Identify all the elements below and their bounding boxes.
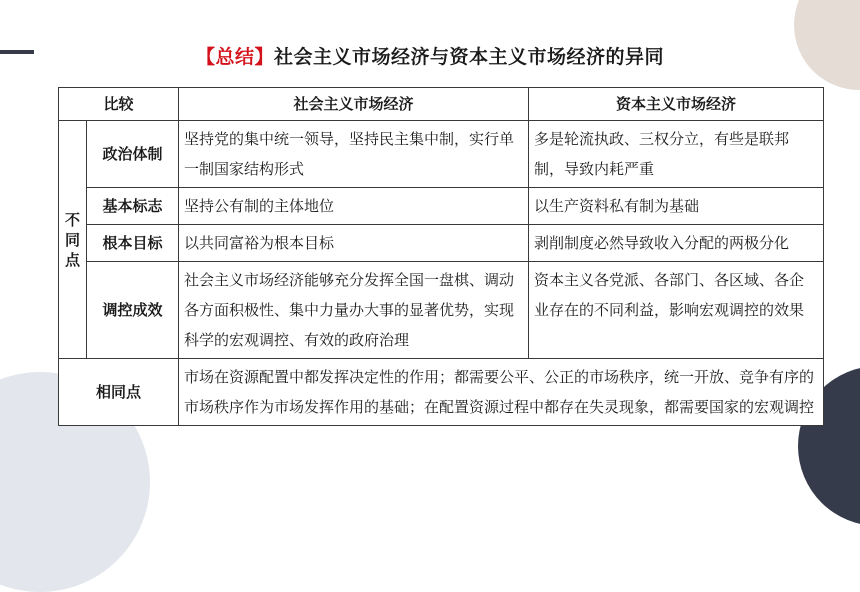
socialist-cell: 坚持公有制的主体地位: [179, 188, 529, 225]
differences-label-char: 不: [64, 210, 80, 229]
capitalist-cell: 资本主义各党派、各部门、各区域、各企业存在的不同利益，影响宏观调控的效果: [529, 262, 824, 359]
header-compare: 比较: [59, 88, 179, 121]
socialist-cell: 社会主义市场经济能够充分发挥全国一盘棋、调动各方面积极性、集中力量办大事的显著优势，实现科学的宏观调控、有效的政府治理: [179, 262, 529, 359]
title-text: 社会主义市场经济与资本主义市场经济的异同: [274, 46, 665, 68]
similarities-cell: 市场在资源配置中都发挥决定性的作用；都需要公平、公正的市场秩序，统一开放、竞争有序的市场秩序作为市场发挥作用的基础；在配置资源过程中都存在失灵现象，都需要国家的宏观调控: [179, 359, 824, 426]
capitalist-cell: 多是轮流执政、三权分立，有些是联邦制，导致内耗严重: [529, 121, 824, 188]
title-tag: 【总结】: [195, 46, 274, 68]
page-title: [0, 42, 860, 69]
row-label: 根本目标: [87, 225, 179, 262]
table-row: [59, 188, 824, 225]
table-row: [59, 225, 824, 262]
differences-label-char: 同: [64, 230, 80, 249]
socialist-cell: 以共同富裕为根本目标: [179, 225, 529, 262]
differences-label-char: 点: [64, 250, 80, 269]
row-label: 政治体制: [87, 121, 179, 188]
socialist-cell: 坚持党的集中统一领导，坚持民主集中制，实行单一制国家结构形式: [179, 121, 529, 188]
row-label: 调控成效: [87, 262, 179, 359]
comparison-table: [58, 87, 824, 426]
similarities-label: 相同点: [59, 359, 179, 426]
table-row-similarities: [59, 359, 824, 426]
table-row: [59, 262, 824, 359]
header-capitalist: 资本主义市场经济: [529, 88, 824, 121]
header-socialist: 社会主义市场经济: [179, 88, 529, 121]
differences-label: [59, 121, 87, 359]
table-header-row: [59, 88, 824, 121]
capitalist-cell: 以生产资料私有制为基础: [529, 188, 824, 225]
row-label: 基本标志: [87, 188, 179, 225]
table-row: [59, 121, 824, 188]
capitalist-cell: 剥削制度必然导致收入分配的两极分化: [529, 225, 824, 262]
